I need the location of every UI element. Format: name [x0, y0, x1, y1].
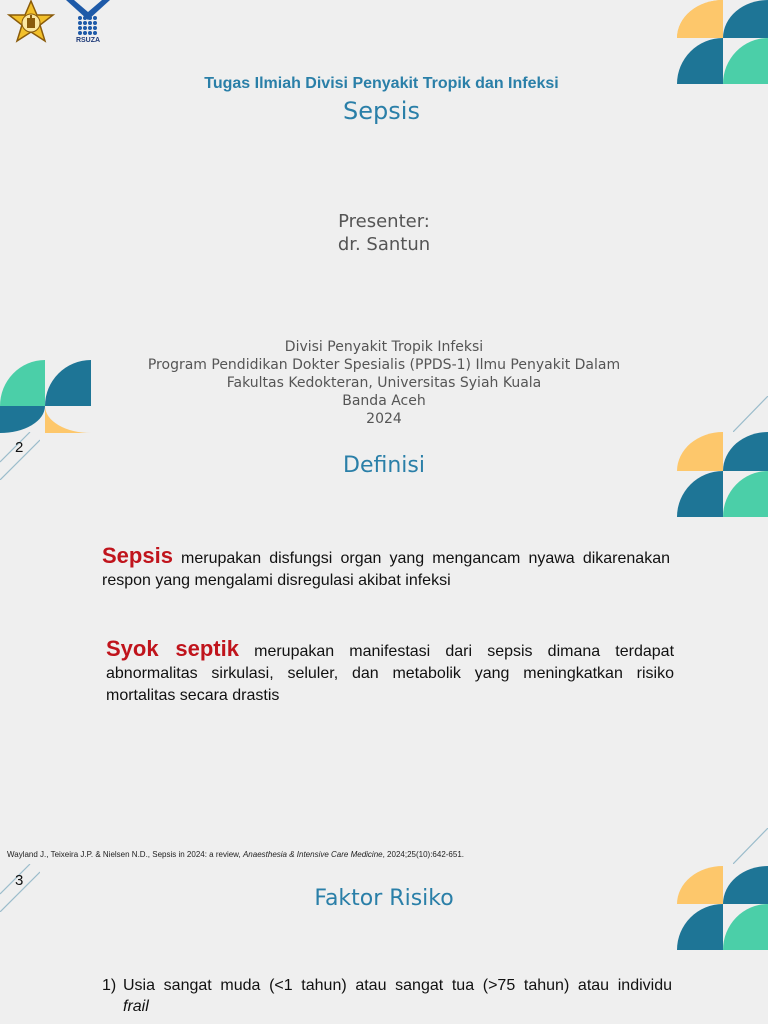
list-text-italic: frail — [123, 998, 149, 1015]
list-number: 1) — [102, 977, 117, 994]
affiliation-line: Program Pendidikan Dokter Spesialis (PPDS-1) Ilmu Penyakit Dalam — [147, 357, 621, 373]
affiliation-line: Banda Aceh — [342, 393, 426, 409]
term-syok-septik: Syok septik — [106, 636, 239, 661]
decorative-shapes-top-right — [677, 0, 768, 84]
term-sepsis: Sepsis — [102, 543, 173, 568]
page-number: 2 — [15, 439, 24, 456]
affiliation-line: Divisi Penyakit Tropik Infeksi — [284, 339, 484, 355]
decorative-lines-right — [733, 396, 768, 432]
slide-3 — [0, 864, 768, 1024]
affiliation-line: Fakultas Kedokteran, Universitas Syiah Kuala — [226, 375, 542, 391]
slide-title: Faktor Risiko — [314, 886, 454, 911]
reference-text: Wayland J., Teixeira J.P. & Nielsen N.D., Sepsis in 2024: a review, — [7, 850, 243, 859]
reference-citation — [7, 850, 464, 859]
reference-text: , 2024;25(10):642-651. — [382, 850, 465, 859]
definition-text: merupakan disfungsi organ yang mengancam nyawa dikarenakan respon yang mengalami disregulasi akibat infeksi — [102, 550, 670, 589]
slide-title: Definisi — [343, 453, 425, 478]
presenter-name: dr. Santun — [337, 234, 431, 255]
decorative-shapes-left — [0, 360, 91, 433]
risk-factor-item — [102, 975, 672, 1017]
definition-sepsis — [102, 545, 670, 592]
decorative-lines-right — [733, 828, 768, 864]
slide-subtitle: Tugas Ilmiah Divisi Penyakit Tropik dan Infeksi — [204, 75, 559, 92]
slide-1 — [0, 0, 768, 432]
rsuza-logo-text: RSUZA — [75, 37, 101, 44]
slide-2 — [0, 432, 768, 864]
affiliation-block — [0, 338, 768, 428]
page-number: 3 — [15, 872, 24, 889]
slide-title: Sepsis — [343, 97, 420, 125]
presenter-label: Presenter: — [338, 211, 430, 232]
university-logo — [6, 0, 56, 48]
rsuza-logo — [64, 0, 112, 48]
reference-journal: Anaesthesia & Intensive Care Medicine — [242, 850, 383, 859]
definition-syok-septik — [106, 638, 674, 707]
list-text: Usia sangat muda (<1 tahun) atau sangat tua (>75 tahun) atau individu — [123, 977, 672, 994]
definition-text: merupakan manifestasi dari sepsis dimana terdapat abnormalitas sirkulasi, seluler, dan metabolik yang meningkatkan risiko mortalitas secara drastis — [106, 643, 675, 704]
affiliation-line: 2024 — [366, 411, 402, 427]
